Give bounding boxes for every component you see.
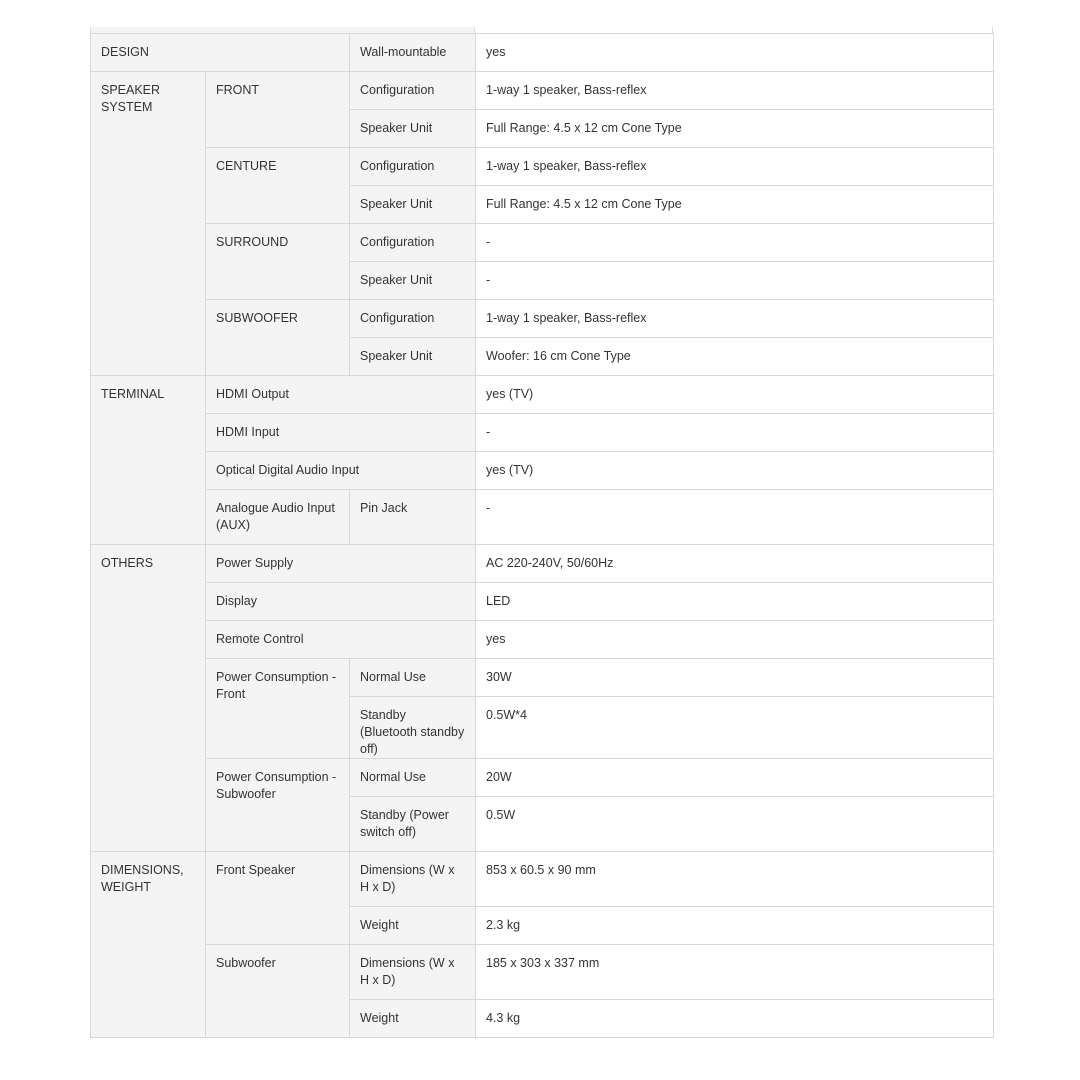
spec-value: 1-way 1 speaker, Bass-reflex [476, 72, 994, 110]
spec-value: 0.5W*4 [476, 697, 994, 759]
spec-label: Remote Control [206, 621, 476, 659]
spec-label: Configuration [350, 72, 476, 110]
spec-label: Normal Use [350, 659, 476, 697]
spec-value: Woofer: 16 cm Cone Type [476, 338, 994, 376]
group-surround: SURROUND [206, 224, 350, 300]
spec-label: Standby (Bluetooth standby off) [350, 697, 476, 759]
group-subwoofer-dimensions: Subwoofer [206, 945, 350, 1038]
spec-table [90, 33, 994, 1038]
spec-label: Weight [350, 907, 476, 945]
spec-value: - [476, 262, 994, 300]
spec-value: yes (TV) [476, 452, 994, 490]
spec-value: yes [476, 34, 994, 72]
group-centure: CENTURE [206, 148, 350, 224]
spec-value: - [476, 224, 994, 262]
spec-label: Speaker Unit [350, 186, 476, 224]
spec-value: 1-way 1 speaker, Bass-reflex [476, 300, 994, 338]
spec-value: yes (TV) [476, 376, 994, 414]
spec-label: HDMI Output [206, 376, 476, 414]
spec-label: Normal Use [350, 759, 476, 797]
table-row [91, 300, 994, 338]
spec-value: AC 220-240V, 50/60Hz [476, 545, 994, 583]
table-row [91, 490, 994, 545]
spec-value: 1-way 1 speaker, Bass-reflex [476, 148, 994, 186]
spec-value: LED [476, 583, 994, 621]
spec-value: 0.5W [476, 797, 994, 852]
table-row [91, 621, 994, 659]
spec-value: Full Range: 4.5 x 12 cm Cone Type [476, 110, 994, 148]
spec-value: - [476, 490, 994, 545]
spec-label: Speaker Unit [350, 262, 476, 300]
group-front: FRONT [206, 72, 350, 148]
table-row [91, 414, 994, 452]
spec-label: Power Supply [206, 545, 476, 583]
spec-label: Configuration [350, 148, 476, 186]
spec-label: Pin Jack [350, 490, 476, 545]
section-dimensions-weight: DIMENSIONS, WEIGHT [91, 852, 206, 1038]
spec-label: Speaker Unit [350, 338, 476, 376]
spec-label: Configuration [350, 300, 476, 338]
spec-label: Speaker Unit [350, 110, 476, 148]
section-others: OTHERS [91, 545, 206, 852]
section-speaker-system: SPEAKER SYSTEM [91, 72, 206, 376]
group-power-consumption-front: Power Consumption - Front [206, 659, 350, 759]
spec-value: 853 x 60.5 x 90 mm [476, 852, 994, 907]
spec-label: HDMI Input [206, 414, 476, 452]
spec-value: 185 x 303 x 337 mm [476, 945, 994, 1000]
spec-label: Wall-mountable [350, 34, 476, 72]
section-design: DESIGN [91, 34, 350, 72]
group-analogue-audio: Analogue Audio Input (AUX) [206, 490, 350, 545]
table-row [91, 583, 994, 621]
spec-label: Weight [350, 1000, 476, 1038]
spec-label: Optical Digital Audio Input [206, 452, 476, 490]
spec-value: yes [476, 621, 994, 659]
table-row [91, 545, 994, 583]
spec-value: Full Range: 4.5 x 12 cm Cone Type [476, 186, 994, 224]
spec-value: 2.3 kg [476, 907, 994, 945]
table-row [91, 852, 994, 907]
spec-value: - [476, 414, 994, 452]
table-row [91, 34, 994, 72]
spec-label: Standby (Power switch off) [350, 797, 476, 852]
table-row [91, 148, 994, 186]
table-row [91, 945, 994, 1000]
spec-label: Configuration [350, 224, 476, 262]
spec-value: 20W [476, 759, 994, 797]
table-row [91, 659, 994, 697]
table-row [91, 452, 994, 490]
spec-value: 4.3 kg [476, 1000, 994, 1038]
group-subwoofer: SUBWOOFER [206, 300, 350, 376]
spec-label: Display [206, 583, 476, 621]
table-row [91, 376, 994, 414]
group-front-speaker: Front Speaker [206, 852, 350, 945]
table-row [91, 224, 994, 262]
group-power-consumption-subwoofer: Power Consumption - Subwoofer [206, 759, 350, 852]
spec-label: Dimensions (W x H x D) [350, 852, 476, 907]
spec-label: Dimensions (W x H x D) [350, 945, 476, 1000]
section-terminal: TERMINAL [91, 376, 206, 545]
table-row [91, 759, 994, 797]
table-row [91, 72, 994, 110]
spec-value: 30W [476, 659, 994, 697]
